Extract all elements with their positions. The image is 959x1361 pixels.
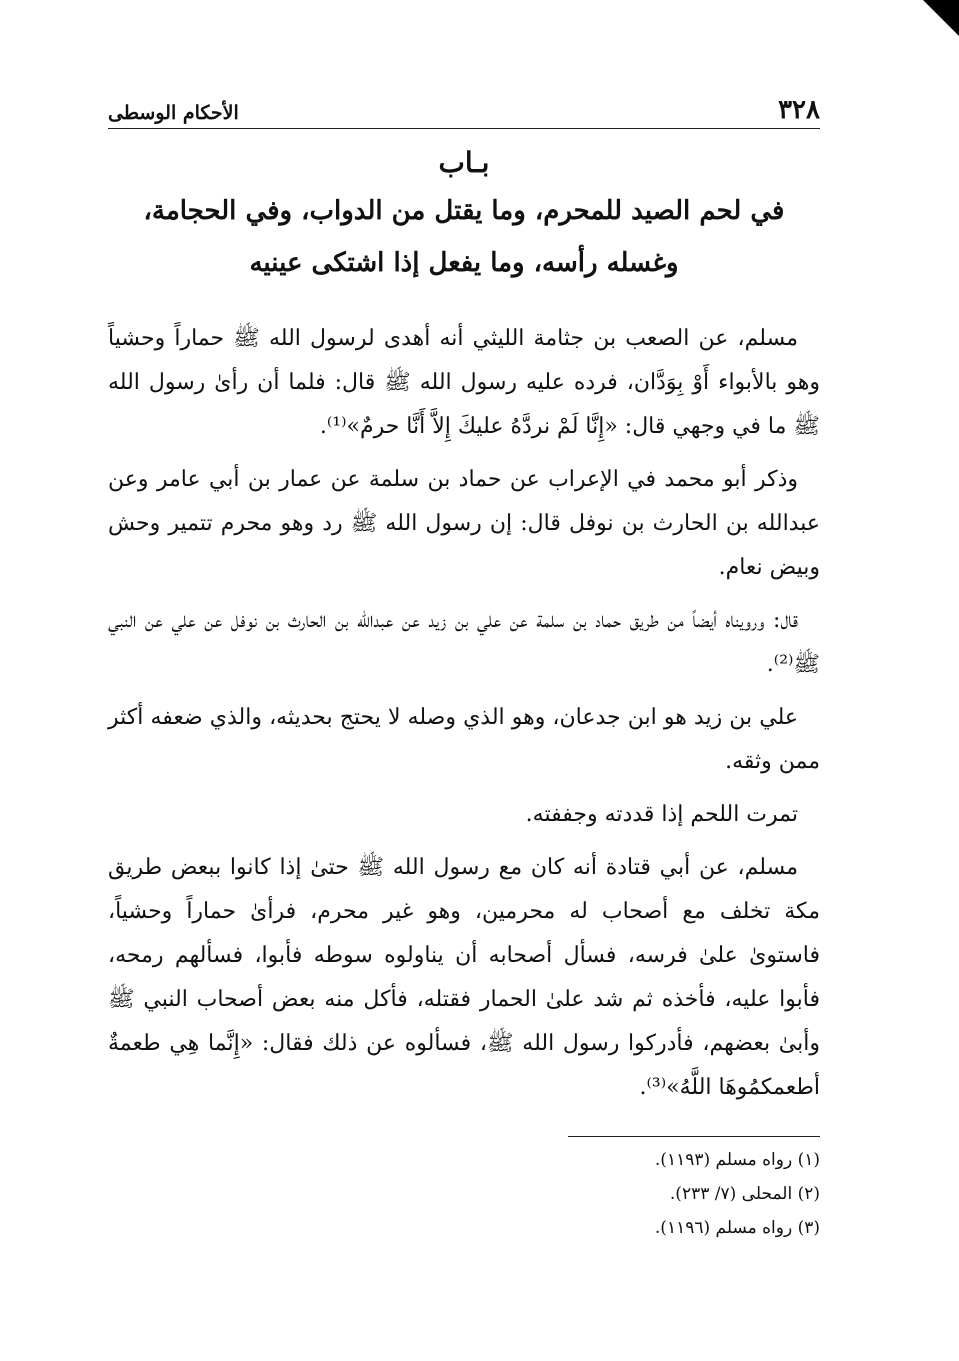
paragraph: علي بن زيد هو ابن جدعان، وهو الذي وصله لا يحتج بحديثه، والذي ضعفه أكثر ممن وثقه. (108, 705, 820, 774)
page-number: ٣٢٨ (778, 95, 820, 125)
paragraph: قال: ورويناه أيضاً من طريق حماد بن سلمة عن علي بن زيد عن عبدالله بن الحارث بن نوفل عن علي عن النبي ﷺ⁽²⁾. (108, 608, 820, 677)
footnote: (٣) رواه مسلم (١١٩٦). (654, 1218, 820, 1238)
chapter-label: بـاب (438, 146, 490, 179)
footnote-divider (568, 1136, 820, 1137)
chapter-title-line-2: وغسله رأسه، وما يفعل إذا اشتكى عينيه (249, 248, 679, 278)
footnote: (١) رواه مسلم (١١٩٣). (654, 1150, 820, 1170)
footnotes (108, 1143, 820, 1245)
book-title: الأحكام الوسطى (108, 102, 239, 124)
body-text (108, 317, 820, 1110)
paragraph: مسلم، عن الصعب بن جثامة الليثي أنه أهدى لرسول الله ﷺ حماراً وحشياً وهو بالأبواء أَوْ بِوَدَّان، فرده عليه رسول الله ﷺ قال: فلما أن رأىٰ رسول الله ﷺ ما في وجهي قال: «إِنَّا لَمْ نردَّهُ عليكَ إِلاَّ أَنَّا حرمٌ»⁽¹⁾. (108, 326, 820, 439)
book-page (108, 88, 820, 1245)
page-corner-mark (923, 0, 959, 36)
paragraph: وذكر أبو محمد في الإعراب عن حماد بن سلمة عن عمار بن أبي عامر وعن عبدالله بن الحارث بن نوفل قال: إن رسول الله ﷺ رد وهو محرم تتمير وحش وبيض نعام. (108, 467, 820, 580)
paragraph: تمرت اللحم إذا قددته وجففته. (525, 802, 798, 827)
running-header (108, 88, 820, 129)
chapter-title (108, 185, 820, 289)
footnote: (٢) المحلى (٧/ ٢٣٣). (669, 1184, 820, 1204)
paragraph: مسلم، عن أبي قتادة أنه كان مع رسول الله ﷺ حتىٰ إذا كانوا ببعض طريق مكة تخلف مع أصحاب له محرمين، وهو غير محرم، فرأىٰ حماراً وحشياً، فاستوىٰ علىٰ فرسه، فسأل أصحابه أن يناولوه سوطه فأبوا، فسألهم رمحه، فأبوا عليه، فأخذه ثم شد علىٰ الحمار فقتله، فأكل منه بعض أصحاب النبي ﷺ وأبىٰ بعضهم، فأدركوا رسول الله ﷺ، فسألوه عن ذلك فقال: «إِنَّما هِي طعمةٌ أطعمكمُوهَا اللَّهُ»⁽³⁾. (108, 855, 820, 1100)
chapter-title-line-1: في لحم الصيد للمحرم، وما يقتل من الدواب، وفي الحجامة، (143, 196, 785, 226)
